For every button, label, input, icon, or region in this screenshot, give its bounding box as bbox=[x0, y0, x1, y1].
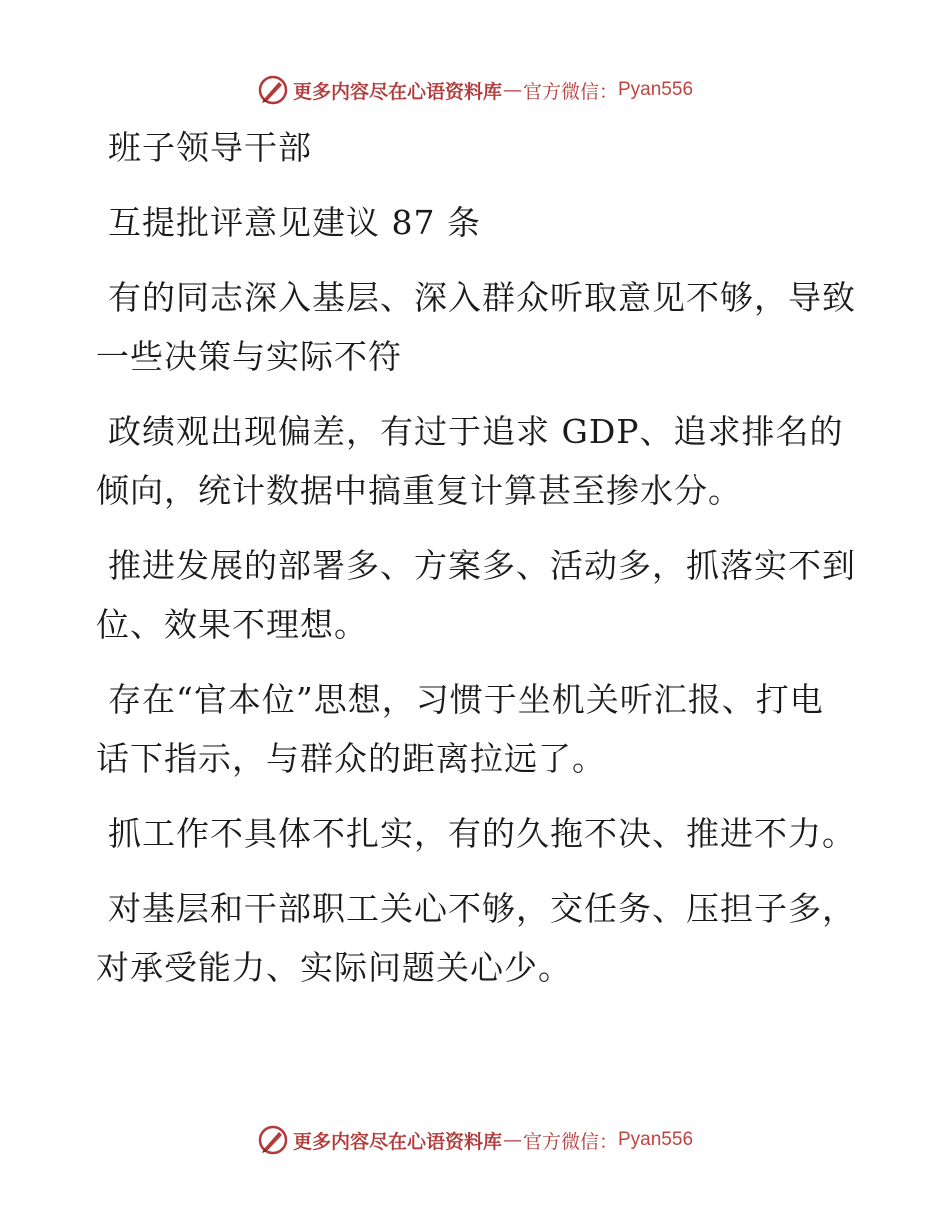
header-banner bbox=[0, 68, 950, 112]
banner-separator: — bbox=[502, 79, 522, 101]
paragraph-1: 班子领导干部 bbox=[108, 128, 312, 167]
paragraph-7: 抓工作不具体不扎实，有的久拖不决、推进不力。 bbox=[108, 814, 856, 853]
banner-separator: — bbox=[502, 1129, 522, 1151]
banner-wechat-id: Pyan556 bbox=[618, 79, 694, 100]
pen-logo-icon bbox=[257, 1124, 289, 1156]
paragraph-3: 有的同志深入基层、深入群众听取意见不够，导致一些决策与实际不符 bbox=[96, 278, 856, 376]
banner-wechat-id: Pyan556 bbox=[618, 1129, 694, 1150]
banner-text: 更多内容尽在心语资料库 bbox=[292, 1130, 502, 1153]
paragraph-4: 政绩观出现偏差，有过于追求 GDP、追求排名的倾向，统计数据中搞重复计算甚至掺水分。 bbox=[96, 412, 844, 510]
banner-wechat-label: 官方微信： bbox=[522, 1130, 618, 1153]
banner-wechat-label: 官方微信： bbox=[522, 80, 618, 103]
paragraph-8: 对基层和干部职工关心不够，交任务、压担子多，对承受能力、实际问题关心少。 bbox=[96, 889, 856, 987]
pen-logo-icon bbox=[257, 74, 289, 106]
footer-banner bbox=[0, 1118, 950, 1162]
document-body bbox=[96, 118, 856, 1013]
paragraph-2: 互提批评意见建议 87 条 bbox=[108, 203, 481, 242]
paragraph-5: 推进发展的部署多、方案多、活动多，抓落实不到位、效果不理想。 bbox=[96, 546, 856, 644]
banner-text: 更多内容尽在心语资料库 bbox=[292, 80, 502, 103]
paragraph-6: 存在“官本位”思想，习惯于坐机关听汇报、打电话下指示，与群众的距离拉远了。 bbox=[96, 680, 824, 778]
